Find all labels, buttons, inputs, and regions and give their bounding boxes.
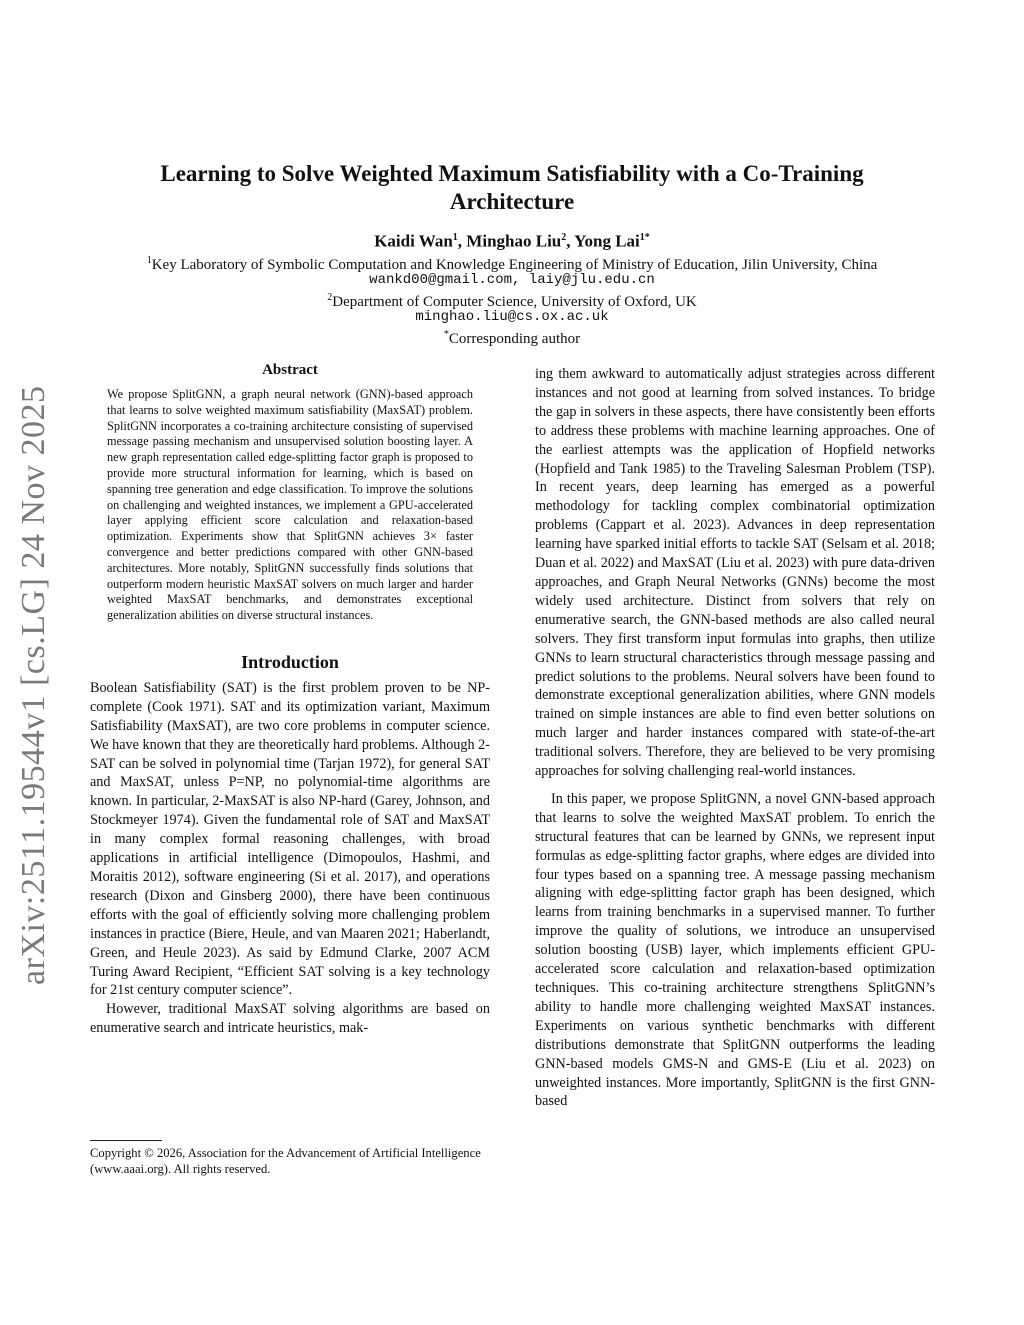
affiliation-1-emails: wankd00@gmail.com, laiy@jlu.edu.cn <box>369 272 655 288</box>
author-sup: 1* <box>639 232 650 243</box>
copyright-footnote <box>90 1140 490 1177</box>
title-line-1: Learning to Solve Weighted Maximum Satisfiability with a Co-Training <box>160 161 864 186</box>
affiliation-text: Department of Computer Science, University of Oxford, UK <box>332 294 697 310</box>
affiliation-sup: 2 <box>327 292 333 303</box>
author-name: Yong Lai <box>574 231 640 251</box>
author-name: Kaidi Wan <box>374 231 453 251</box>
abstract-heading: Abstract <box>262 362 318 378</box>
right-column <box>535 365 935 1111</box>
corresponding-sup: * <box>443 329 449 340</box>
author-list: Kaidi Wan$^1$, Minghao Liu$^2$, Yong Lai$^{1*}$ <box>374 231 650 251</box>
affiliation-text: Key Laboratory of Symbolic Computation and Knowledge Engineering of Ministry of Education, Jilin University, China <box>151 257 878 273</box>
introduction-heading: Introduction <box>241 651 339 672</box>
left-column <box>90 362 490 1038</box>
author-sup: 1 <box>452 232 458 243</box>
arxiv-identifier-stamp: arXiv:2511.19544v1 [cs.LG] 24 Nov 2025 <box>15 385 52 985</box>
footnote-rule <box>90 1140 162 1141</box>
intro-paragraph-3: In this paper, we propose SplitGNN, a novel GNN-based approach that learns to solve the weighted MaxSAT problem. To enrich the structural features that can be learned by GNNs, we represent input formulas as edge-splitting factor graphs, where edges are divided into four types based on a spanning tree. A message passing mechanism aligning with edge-splitting factor graph has been designed, which learns from training benchmarks in a supervised manner. To further improve the quality of solutions, we introduce an unsupervised solution boosting (USB) layer, which implements efficient GPU-accelerated score calculation and relaxation-based optimization techniques. This co-training architecture strengthens SplitGNN’s ability to handle more challenging weighted MaxSAT instances. Experiments on various synthetic benchmarks with different distributions demonstrate that SplitGNN outperforms the leading GNN-based models GMS-N and GMS-E (Liu et al. 2023) on unweighted instances. More importantly, SplitGNN is the first GNN-based <box>535 790 935 1110</box>
corresponding-author-note <box>90 326 934 348</box>
intro-paragraph-1: Boolean Satisfiability (SAT) is the first problem proven to be NP-complete (Cook 1971). SAT and its optimization variant, Maximum Satisfiability (MaxSAT), are two core problems in computer science. We have known that they are theoretically hard problems. Although 2-SAT can be solved in polynomial time (Tarjan 1972), for general SAT and MaxSAT, unless P=NP, no polynomial-time algorithms are known. In particular, 2-MaxSAT is also NP-hard (Garey, Johnson, and Stockmeyer 1974). Given the fundamental role of SAT and MaxSAT in many complex formal reasoning challenges, with broad applications in artificial intelligence (Dimopoulos, Hashmi, and Moraitis 2012), software engineering (Si et al. 2017), and operations research (Dixon and Ginsberg 2000), there have been continuous efforts with the goal of efficiently solving more challenging problem instances in practice (Biere, Heule, and van Maaren 2021; Haberlandt, Green, and Heule 2023). As said by Edmund Clarke, 2007 ACM Turing Award Recipient, “Efficient SAT solving is a key technology for 21st century computer science”. <box>90 679 490 999</box>
paper-title <box>90 160 934 216</box>
affiliation-sup: 1 <box>146 255 152 266</box>
author-sup: 2 <box>561 232 567 243</box>
intro-paragraph-continued: ing them awkward to automatically adjust strategies across different instances and not good at learning from solved instances. To bridge the gap in solvers in these aspects, there have consistently been efforts to address these problems with machine learning approaches. One of the earliest attempts was the application of Hopfield networks (Hopfield and Tank 1985) to the Traveling Salesman Problem (TSP). In recent years, deep learning has emerged as a powerful methodology for tackling complex combinatorial optimization problems (Cappart et al. 2023). Advances in deep representation learning have sparked initial efforts to tackle SAT (Selsam et al. 2018; Duan et al. 2022) and MaxSAT (Liu et al. 2023) with pure data-driven approaches, and Graph Neural Networks (GNNs) become the most widely used architecture. Distinct from solvers that rely on enumerative search, the GNN-based methods are also called neural solvers. They first transform input formulas into graphs, then utilize GNNs to learn structural characteristics through message passing and predict solutions to the problems. Neural solvers have been found to demonstrate exceptional generalization abilities, where GNN models trained on simple instances are able to find even better solutions on much larger and harder instances compared with state-of-the-art traditional solvers. Therefore, they are believed to be very promising approaches for solving challenging real-world instances. <box>535 366 935 780</box>
affiliation-2-emails: minghao.liu@cs.ox.ac.uk <box>415 309 609 325</box>
author-name: Minghao Liu <box>466 231 562 251</box>
copyright-text: Copyright © 2026, Association for the Advancement of Artificial Intelligence (www.aaai.org). All rights reserved. <box>90 1146 481 1176</box>
corresponding-text: Corresponding author <box>448 331 581 347</box>
abstract-text: We propose SplitGNN, a graph neural network (GNN)-based approach that learns to solve weighted maximum satisfiability (MaxSAT) problem. SplitGNN incorporates a co-training architecture consisting of supervised message passing mechanism and unsupervised solution boosting layer. A new graph representation called edge-splitting factor graph is proposed to provide more structural information for learning, which is based on spanning tree generation and edge classification. To improve the solutions on challenging and weighted instances, we implement a GPU-accelerated layer applying efficient score calculation and relaxation-based optimization. Experiments show that SplitGNN achieves 3× faster convergence and better predictions compared with other GNN-based architectures. More notably, SplitGNN successfully finds solutions that outperform modern heuristic MaxSAT solvers on much larger and harder weighted MaxSAT benchmarks, and demonstrates exceptional generalization abilities on diverse structural instances. <box>107 387 473 623</box>
title-line-2: Architecture <box>449 189 575 214</box>
intro-paragraph-2: However, traditional MaxSAT solving algorithms are based on enumerative search and intricate heuristics, mak- <box>90 1001 490 1037</box>
